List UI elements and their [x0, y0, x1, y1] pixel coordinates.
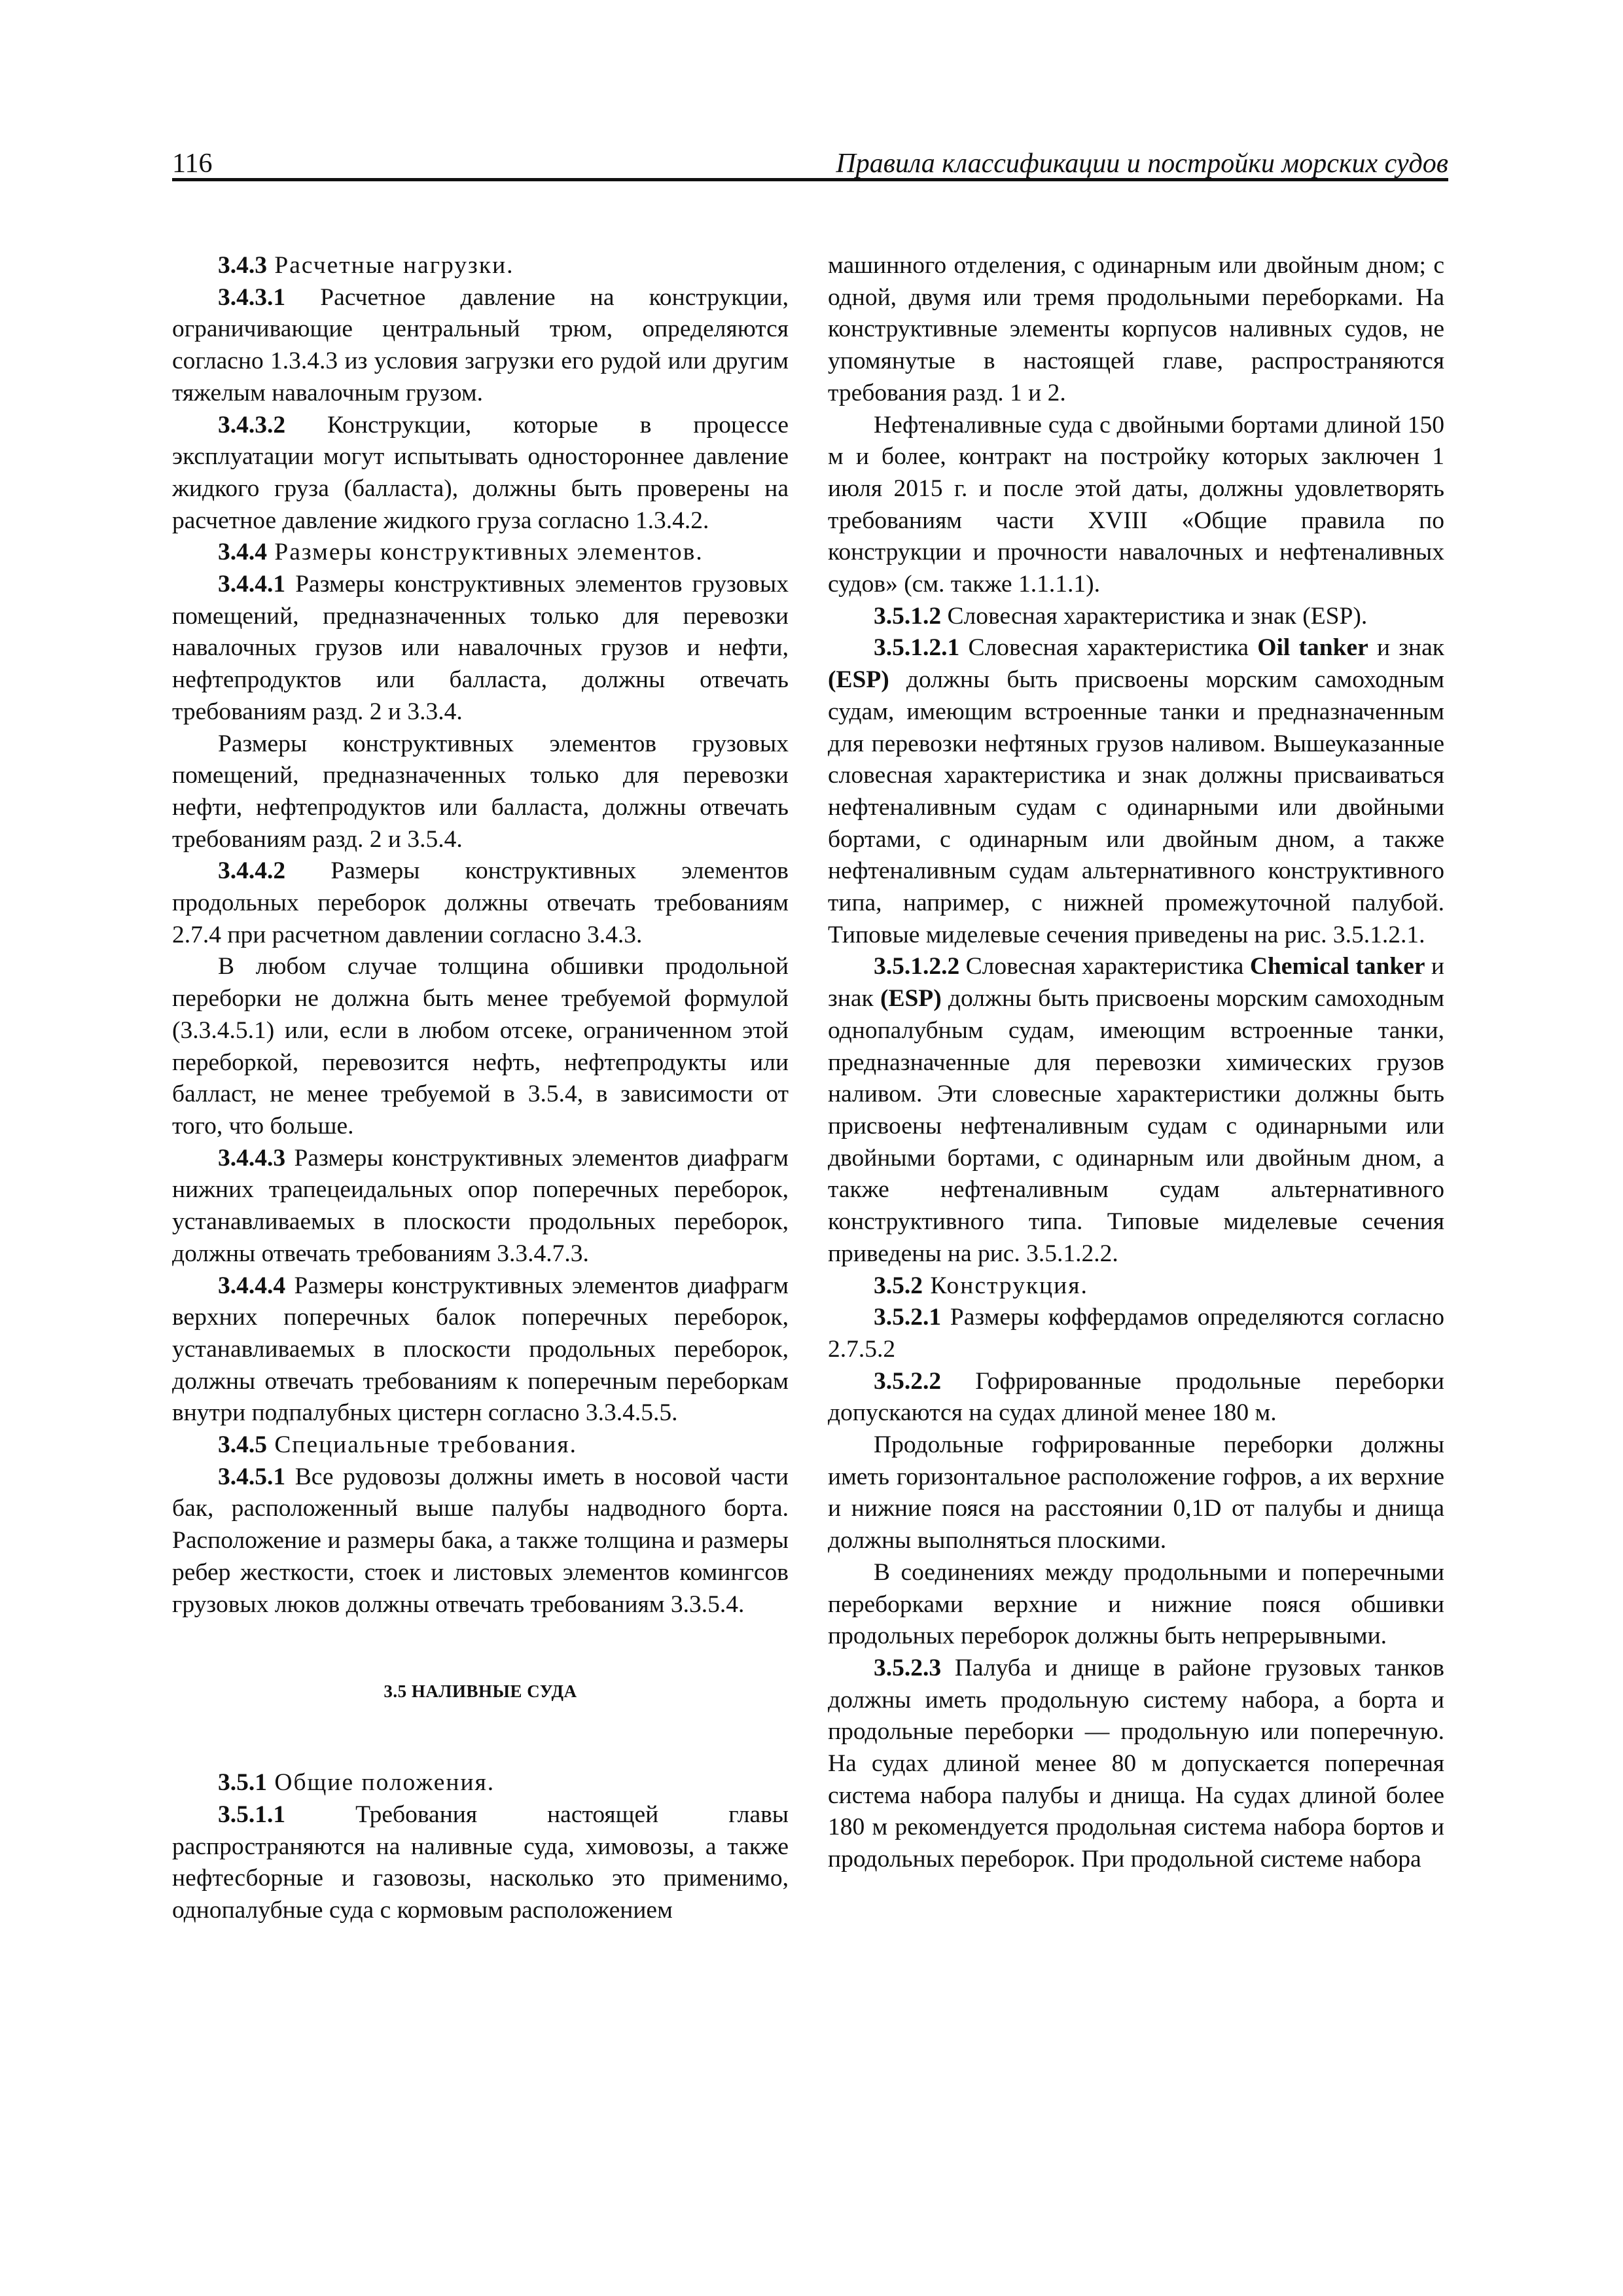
- paragraph: [172, 1143, 789, 1270]
- paragraph-text: Палуба и днище в районе грузовых танков должны иметь продольную систему набора, а борта и продольные переборки — продольную или поперечную. На судах длиной менее 80 м допускается поперечная система набора палубы и днища. На судах длиной более 180 м рекомендуется продольная система набора бортов и продольных переборок. При продольной системе набора: [828, 1654, 1444, 1873]
- paragraph: [172, 250, 789, 282]
- paragraph-text: Размеры конструктивных элементов диафрагм нижних трапецеидальных опор поперечных переборок, устанавливаемых в плоскости продольных переборок, должны отвечать требованиям 3.3.4.7.3.: [172, 1144, 789, 1267]
- paragraph-text: должны быть присвоены морским самоходным однопалубным судам, имеющим встроенные танки, предназначенные для перевозки химических грузов наливом. Эти словесные характеристики должны быть присвоены нефтеналивным судам с одинарными или двойными бортами, с одинарным или двойным дном, а также нефтеналивным судам альтернативного конструктивного типа. Типовые миделевые сечения приведены на рис. 3.5.1.2.2.: [828, 985, 1445, 1267]
- paragraph: [828, 951, 1444, 1270]
- paragraph-text: Гофрированные продольные переборки допускаются на судах длиной менее 180 м.: [828, 1367, 1444, 1427]
- paragraph-text: Словесная характеристика: [959, 634, 1258, 662]
- clause-title: Размеры конструктивных элементов.: [267, 539, 704, 566]
- clause-title: Конструкция.: [923, 1272, 1088, 1299]
- paragraph: [172, 1462, 789, 1621]
- paragraph-text: Расчетное давление на конструкции, ограничивающие центральный трюм, определяются согласно 1.3.4.3 из условия загрузки его рудой или другим тяжелым навалочным грузом.: [172, 283, 789, 406]
- clause-number: 3.4.5: [218, 1431, 267, 1459]
- clause-title: Словесная характеристика и знак (ESP).: [941, 602, 1368, 630]
- paragraph: Продольные гофрированные переборки должны иметь горизонтальное расположение гофров, а их верхние и нижние пояся на расстоянии 0,1D от палубы и днища должны выполняться плоскими.: [828, 1431, 1444, 1554]
- paragraph: [172, 537, 789, 569]
- clause-number: 3.5.1.1: [218, 1801, 286, 1828]
- right-column: [828, 250, 1444, 1876]
- clause-number: 3.4.4: [218, 539, 267, 566]
- paragraph-text: Конструкции, которые в процессе эксплуатации могут испытывать одностороннее давление жидкого груза (балласта), должны быть проверены на расчетное давление жидкого груза согласно 1.3.4.2.: [172, 411, 789, 534]
- paragraph: В соединениях между продольными и поперечными переборками верхние и нижние пояся обшивки продольных переборок должны быть непрерывными.: [828, 1558, 1444, 1650]
- clause-number: 3.4.4.1: [218, 571, 286, 598]
- paragraph: Размеры конструктивных элементов грузовых помещений, предназначенных только для перевозки нефти, нефтепродуктов или балласта, должны отвечать требованиям разд. 2 и 3.5.4.: [172, 730, 789, 853]
- paragraph: [828, 1366, 1444, 1429]
- paragraph: [172, 410, 789, 537]
- clause-number: 3.5.1.2: [874, 602, 942, 630]
- paragraph: [828, 601, 1444, 633]
- running-title: Правила классификации и постройки морских судов: [836, 149, 1448, 179]
- paragraph: [828, 1270, 1444, 1302]
- paragraph-text: Размеры конструктивных элементов грузовых помещений, предназначенных только для перевозки навалочных грузов или навалочных грузов и нефти, нефтепродуктов или балласта, должны отвечать требованиям разд. 2 и 3.3.4.: [172, 571, 789, 725]
- clause-title: Специальные требования.: [267, 1431, 577, 1459]
- clause-number: 3.4.4.2: [218, 857, 286, 885]
- paragraph: [172, 1270, 789, 1430]
- paragraph: [172, 1767, 789, 1799]
- clause-title: Общие положения.: [267, 1769, 495, 1797]
- paragraph-text: и знак: [1368, 634, 1444, 662]
- paragraph: [172, 1799, 789, 1927]
- clause-number: 3.4.3: [218, 252, 267, 279]
- section-heading: 3.5 НАЛИВНЫЕ СУДА: [383, 1681, 577, 1702]
- clause-number: 3.4.4.3: [218, 1144, 286, 1172]
- paragraph: [828, 632, 1444, 951]
- header-rule: [172, 178, 1448, 181]
- clause-number: 3.5.2.3: [874, 1654, 942, 1681]
- clause-number: 3.5.2.1: [874, 1304, 942, 1331]
- clause-number: 3.5.2.2: [874, 1367, 942, 1395]
- paragraph-text: Размеры конструктивных элементов диафрагм верхних поперечных балок поперечных переборок, устанавливаемых в плоскости продольных переборок, должны отвечать требованиям к поперечным переборкам внутри подпалубных цистерн согласно 3.3.4.5.5.: [172, 1272, 789, 1427]
- paragraph-text: Словесная характеристика: [959, 953, 1250, 980]
- paragraph: [828, 1302, 1444, 1365]
- class-notation: Oil tanker: [1257, 634, 1368, 662]
- paragraph-text: Размеры конструктивных элементов продольных переборок должны отвечать требованиям 2.7.4 при расчетном давлении согласно 3.4.3.: [172, 857, 789, 948]
- paragraph-text: Требования настоящей главы распространяются на наливные суда, химовозы, а также нефтесборные и газовозы, насколько это применимо, однопалубные суда с кормовым расположением: [172, 1801, 789, 1924]
- clause-number: 3.5.1.2.1: [874, 634, 960, 662]
- paragraph-text: должны быть присвоены морским самоходным судам, имеющим встроенные танки и предназначенным для перевозки нефтяных грузов наливом. Вышеуказанные словесная характеристика и знак должны присваиваться нефтеналивным судам с одинарными или двойными бортами, с одинарным или двойным дном, а также нефтеналивным судам альтернативного конструктивного типа, например, с нижней промежуточной палубой. Типовые миделевые сечения приведены на рис. 3.5.1.2.1.: [828, 666, 1444, 948]
- paragraph: машинного отделения, с одинарным или двойным дном; с одной, двумя или тремя продольными переборками. На конструктивные элементы корпусов наливных судов, не упомянутые в настоящей главе, распространяются требования разд. 1 и 2.: [828, 252, 1444, 406]
- class-mark: (ESP): [880, 985, 942, 1013]
- page-number: 116: [172, 149, 213, 179]
- paragraph: [828, 1653, 1444, 1876]
- left-column: [172, 250, 789, 1927]
- paragraph-text: Размеры коффердамов определяются согласно 2.7.5.2: [828, 1304, 1444, 1363]
- clause-number: 3.4.3.2: [218, 411, 286, 439]
- paragraph: [172, 1429, 789, 1462]
- clause-number: 3.4.5.1: [218, 1463, 286, 1490]
- paragraph: Нефтеналивные суда с двойными бортами длиной 150 м и более, контракт на постройку которых заключен 1 июля 2015 г. и после этой даты, должны удовлетворять требованиям части XVIII «Общие правила по конструкции и прочности навалочных и нефтеналивных судов» (см. также 1.1.1.1).: [828, 411, 1444, 598]
- paragraph: [172, 855, 789, 951]
- paragraph-text: и знак: [828, 953, 1444, 1013]
- paragraph: [172, 569, 789, 728]
- class-notation: Chemical tanker: [1249, 953, 1425, 980]
- paragraph-text: Все рудовозы должны иметь в носовой части бак, расположенный выше палубы надводного борта. Расположение и размеры бака, а также толщина и размеры ребер жесткости, стоек и листовых элементов комингсов грузовых люков должны отвечать требованиям 3.3.5.4.: [172, 1463, 789, 1618]
- paragraph: В любом случае толщина обшивки продольной переборки не должна быть менее требуемой формулой (3.3.4.5.1) или, если в любом отсеке, ограниченном этой переборкой, перевозится нефть, нефтепродукты или балласт, не менее требуемой в 3.5.4, в зависимости от того, что больше.: [172, 953, 789, 1139]
- clause-number: 3.5.2: [874, 1272, 923, 1299]
- clause-number: 3.4.4.4: [218, 1272, 286, 1299]
- class-mark: (ESP): [828, 666, 889, 694]
- clause-number: 3.5.1: [218, 1769, 267, 1797]
- clause-title: Расчетные нагрузки.: [267, 252, 514, 279]
- paragraph: [172, 282, 789, 410]
- clause-number: 3.4.3.1: [218, 283, 286, 311]
- clause-number: 3.5.1.2.2: [874, 953, 960, 980]
